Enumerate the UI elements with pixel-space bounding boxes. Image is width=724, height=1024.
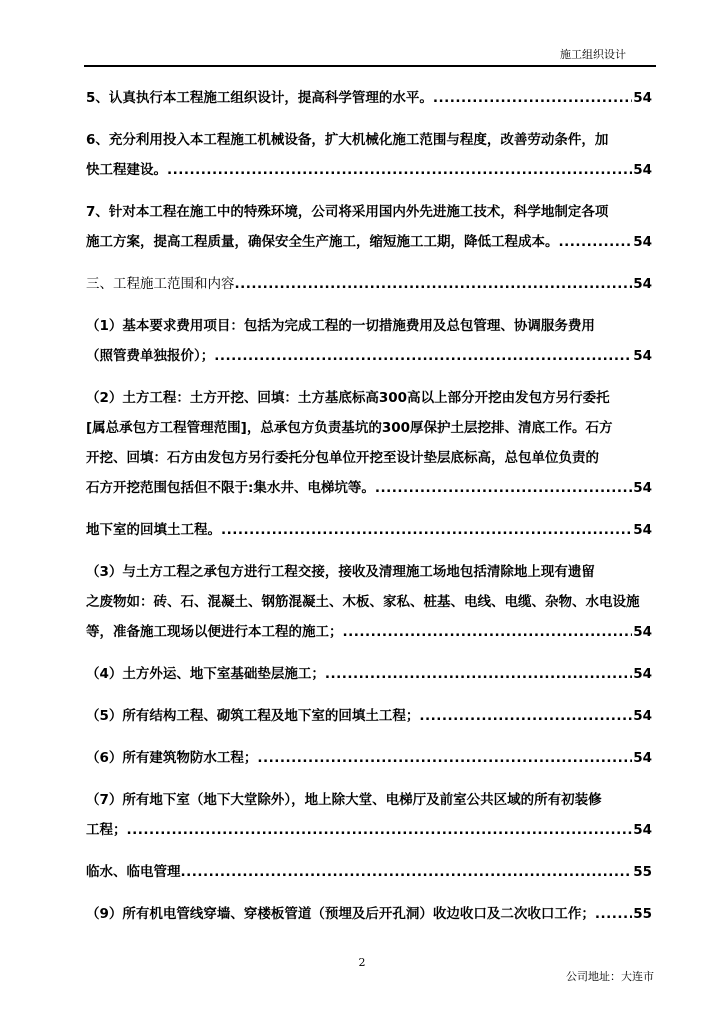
toc-entry-text: 7、针对本工程在施工中的特殊环境，公司将采用国内外先进施工技术，科学地制定各项 — [86, 204, 609, 220]
dot-leader — [419, 704, 632, 728]
toc-entry-line — [86, 344, 652, 368]
toc-entry-text: 临水、临电管理 — [86, 864, 181, 880]
toc-entry-text: 之废物如：砖、石、混凝土、钢筋混凝土、木板、家私、桩基、电线、电缆、杂物、水电设施 — [86, 594, 640, 610]
toc-entry-line — [86, 560, 652, 584]
toc-entry[interactable] — [86, 86, 652, 110]
toc-entry-line — [86, 860, 652, 884]
dot-leader — [559, 230, 633, 254]
toc-entry[interactable] — [86, 272, 652, 296]
toc-entry-line — [86, 746, 652, 770]
toc-entry-line — [86, 818, 652, 842]
toc-entry-text: （1）基本要求费用项目：包括为完成工程的一切措施费用及总包管理、协调服务费用 — [86, 318, 595, 334]
dot-leader — [343, 620, 633, 644]
header-rule — [84, 65, 656, 67]
toc-entry[interactable] — [86, 746, 652, 770]
toc-entry[interactable] — [86, 386, 652, 500]
dot-leader — [235, 272, 633, 296]
toc-entry-text: 开挖、回填：石方由发包方另行委托分包单位开挖至设计垫层底标高，总包单位负责的 — [86, 450, 599, 466]
toc-entry-text: 石方开挖范围包括但不限于:集水井、电梯坑等。 — [86, 480, 375, 496]
toc-entry-text: 三、工程施工范围和内容 — [86, 276, 235, 292]
toc-entry-text: 5、认真执行本工程施工组织设计，提高科学管理的水平。 — [86, 90, 433, 106]
table-of-contents — [86, 86, 652, 926]
toc-entry-line — [86, 416, 652, 440]
toc-entry[interactable] — [86, 314, 652, 368]
toc-entry-line — [86, 314, 652, 338]
dot-leader — [595, 902, 632, 926]
toc-entry-text: （6）所有建筑物防水工程； — [86, 750, 258, 766]
dot-leader — [221, 518, 632, 542]
toc-entry-line — [86, 662, 652, 686]
toc-entry[interactable] — [86, 662, 652, 686]
toc-entry-text: 等，准备施工现场以便进行本工程的施工； — [86, 624, 343, 640]
dot-leader — [433, 86, 632, 110]
toc-page-number: 54 — [633, 234, 652, 250]
toc-entry[interactable] — [86, 902, 652, 926]
toc-entry-text: [属总承包方工程管理范围]，总承包方负责基坑的300厚保护土层挖排、清底工作。石方 — [86, 420, 613, 436]
toc-entry[interactable] — [86, 788, 652, 842]
toc-page-number: 54 — [633, 822, 652, 838]
footer-address: 公司地址：大连市 — [566, 970, 654, 983]
dot-leader — [375, 476, 632, 500]
toc-entry-line — [86, 788, 652, 812]
toc-entry-line — [86, 518, 652, 542]
toc-entry[interactable] — [86, 860, 652, 884]
toc-page-number: 54 — [633, 276, 652, 292]
toc-entry-text: 快工程建设。 — [86, 162, 167, 178]
toc-page-number: 54 — [633, 666, 652, 682]
toc-entry-line — [86, 158, 652, 182]
toc-page-number: 54 — [633, 708, 652, 724]
toc-entry-line — [86, 272, 652, 296]
page-number: 2 — [358, 956, 366, 969]
toc-entry-text: （7）所有地下室（地下大堂除外），地上除大堂、电梯厅及前室公共区域的所有初装修 — [86, 792, 602, 808]
toc-entry-text: （4）土方外运、地下室基础垫层施工； — [86, 666, 325, 682]
header-title: 施工组织设计 — [560, 48, 626, 61]
dot-leader — [325, 662, 632, 686]
toc-entry[interactable] — [86, 560, 652, 644]
toc-entry-line — [86, 86, 652, 110]
toc-page-number: 54 — [633, 750, 652, 766]
toc-entry-text: （5）所有结构工程、砌筑工程及地下室的回填土工程； — [86, 708, 420, 724]
toc-entry-line — [86, 200, 652, 224]
toc-entry-line — [86, 128, 652, 152]
toc-page-number: 54 — [633, 348, 652, 364]
toc-entry-text: 工程； — [86, 822, 127, 838]
toc-page-number: 55 — [633, 906, 652, 922]
toc-entry-text: 施工方案，提高工程质量，确保安全生产施工，缩短施工工期，降低工程成本。 — [86, 234, 559, 250]
toc-entry-line — [86, 902, 652, 926]
toc-page-number: 54 — [633, 624, 652, 640]
toc-entry-text: （3）与土方工程之承包方进行工程交接，接收及清理施工场地包括清除地上现有遗留 — [86, 564, 595, 580]
toc-page-number: 55 — [633, 864, 652, 880]
dot-leader — [214, 344, 632, 368]
toc-entry-text: 6、充分利用投入本工程施工机械设备，扩大机械化施工范围与程度，改善劳动条件，加 — [86, 132, 609, 148]
dot-leader — [167, 158, 632, 182]
dot-leader — [127, 818, 633, 842]
toc-entry-line — [86, 590, 652, 614]
toc-entry-text: 地下室的回填土工程。 — [86, 522, 221, 538]
toc-page-number: 54 — [633, 480, 652, 496]
toc-entry[interactable] — [86, 128, 652, 182]
toc-entry-line — [86, 386, 652, 410]
dot-leader — [257, 746, 632, 770]
toc-page-number: 54 — [633, 162, 652, 178]
toc-entry-text: （照管费单独报价）； — [86, 348, 215, 364]
toc-entry[interactable] — [86, 200, 652, 254]
toc-entry-line — [86, 476, 652, 500]
toc-page-number: 54 — [633, 90, 652, 106]
toc-entry-text: （9）所有机电管线穿墙、穿楼板管道（预埋及后开孔洞）收边收口及二次收口工作； — [86, 906, 595, 922]
toc-entry-line — [86, 704, 652, 728]
toc-entry-line — [86, 620, 652, 644]
toc-entry[interactable] — [86, 518, 652, 542]
toc-entry-line — [86, 446, 652, 470]
dot-leader — [181, 860, 633, 884]
toc-page-number: 54 — [633, 522, 652, 538]
toc-entry-text: （2）土方工程：土方开挖、回填：土方基底标高300高以上部分开挖由发包方另行委托 — [86, 390, 610, 406]
toc-entry-line — [86, 230, 652, 254]
toc-entry[interactable] — [86, 704, 652, 728]
